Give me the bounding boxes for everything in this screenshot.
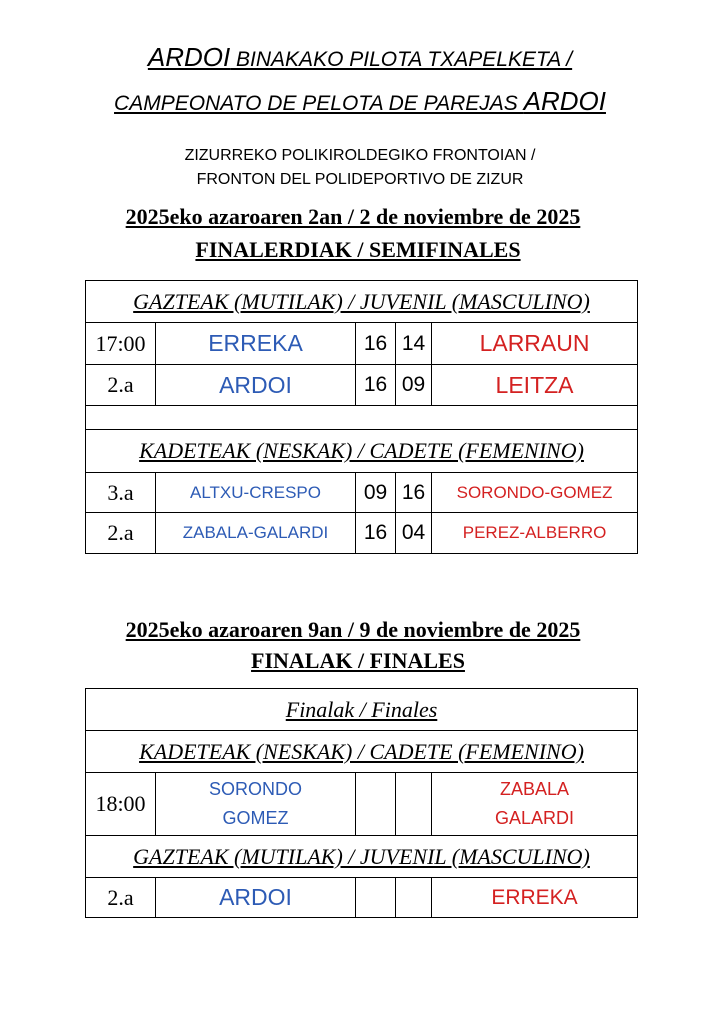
- home-team: ERREKA: [156, 323, 356, 365]
- home-team: ARDOI: [156, 878, 356, 918]
- title-brand: ARDOI: [147, 42, 231, 72]
- match-time: 2.a: [86, 365, 156, 406]
- finals-table: [85, 688, 638, 918]
- title-text: BINAKAKO PILOTA TXAPELKETA /: [230, 48, 573, 71]
- venue-spanish: FRONTON DEL POLIDEPORTIVO DE ZIZUR: [196, 171, 524, 188]
- away-team: ERREKA: [432, 878, 638, 918]
- away-team: LARRAUN: [432, 323, 638, 365]
- category-header: GAZTEAK (MUTILAK) / JUVENIL (MASCULINO): [86, 836, 638, 878]
- home-team: [156, 773, 356, 836]
- finals-date: 2025eko azaroaren 9an / 9 de noviembre de 2025: [125, 617, 581, 642]
- away-score: 04: [396, 513, 432, 554]
- away-team: SORONDO-GOMEZ: [432, 473, 638, 513]
- away-team-line2: GALARDI: [495, 808, 575, 828]
- finals-table-title: Finalak / Finales: [86, 689, 638, 731]
- tournament-title-line1: [0, 42, 720, 73]
- away-score: [396, 773, 432, 836]
- semifinals-round: FINALERDIAK / SEMIFINALES: [195, 237, 521, 262]
- tournament-title-line2: [0, 86, 720, 117]
- match-row: [86, 473, 638, 513]
- venue-basque: ZIZURREKO POLIKIROLDEGIKO FRONTOIAN /: [184, 147, 536, 164]
- title-brand: ARDOI: [523, 86, 606, 116]
- match-row: [86, 365, 638, 406]
- finals-round: FINALAK / FINALES: [251, 648, 465, 673]
- home-team: ARDOI: [156, 365, 356, 406]
- match-row: [86, 323, 638, 365]
- home-score: 16: [356, 365, 396, 406]
- home-team-line2: GOMEZ: [222, 808, 289, 828]
- category-header: KADETEAK (NESKAK) / CADETE (FEMENINO): [86, 731, 638, 773]
- home-team-line1: SORONDO: [208, 779, 302, 799]
- match-time: 2.a: [86, 878, 156, 918]
- match-time: 17:00: [86, 323, 156, 365]
- home-score: [356, 773, 396, 836]
- semifinals-table: [85, 280, 638, 554]
- away-team: [432, 773, 638, 836]
- semifinals-date: 2025eko azaroaren 2an / 2 de noviembre de 2025: [125, 204, 581, 229]
- away-team-line1: ZABALA: [500, 779, 570, 799]
- match-row: [86, 878, 638, 918]
- home-score: 09: [356, 473, 396, 513]
- spacer-row: [86, 406, 638, 430]
- home-team: ALTXU-CRESPO: [156, 473, 356, 513]
- category-header: GAZTEAK (MUTILAK) / JUVENIL (MASCULINO): [86, 281, 638, 323]
- away-score: 09: [396, 365, 432, 406]
- away-score: 16: [396, 473, 432, 513]
- match-row: [86, 513, 638, 554]
- away-team: LEITZA: [432, 365, 638, 406]
- away-team: PEREZ-ALBERRO: [432, 513, 638, 554]
- home-team: ZABALA-GALARDI: [156, 513, 356, 554]
- away-score: 14: [396, 323, 432, 365]
- home-score: 16: [356, 513, 396, 554]
- match-time: 2.a: [86, 513, 156, 554]
- match-time: 18:00: [86, 773, 156, 836]
- match-row: [86, 773, 638, 836]
- category-header: KADETEAK (NESKAK) / CADETE (FEMENINO): [86, 430, 638, 473]
- away-score: [396, 878, 432, 918]
- home-score: 16: [356, 323, 396, 365]
- home-score: [356, 878, 396, 918]
- title-text: CAMPEONATO DE PELOTA DE PAREJAS: [114, 92, 524, 115]
- match-time: 3.a: [86, 473, 156, 513]
